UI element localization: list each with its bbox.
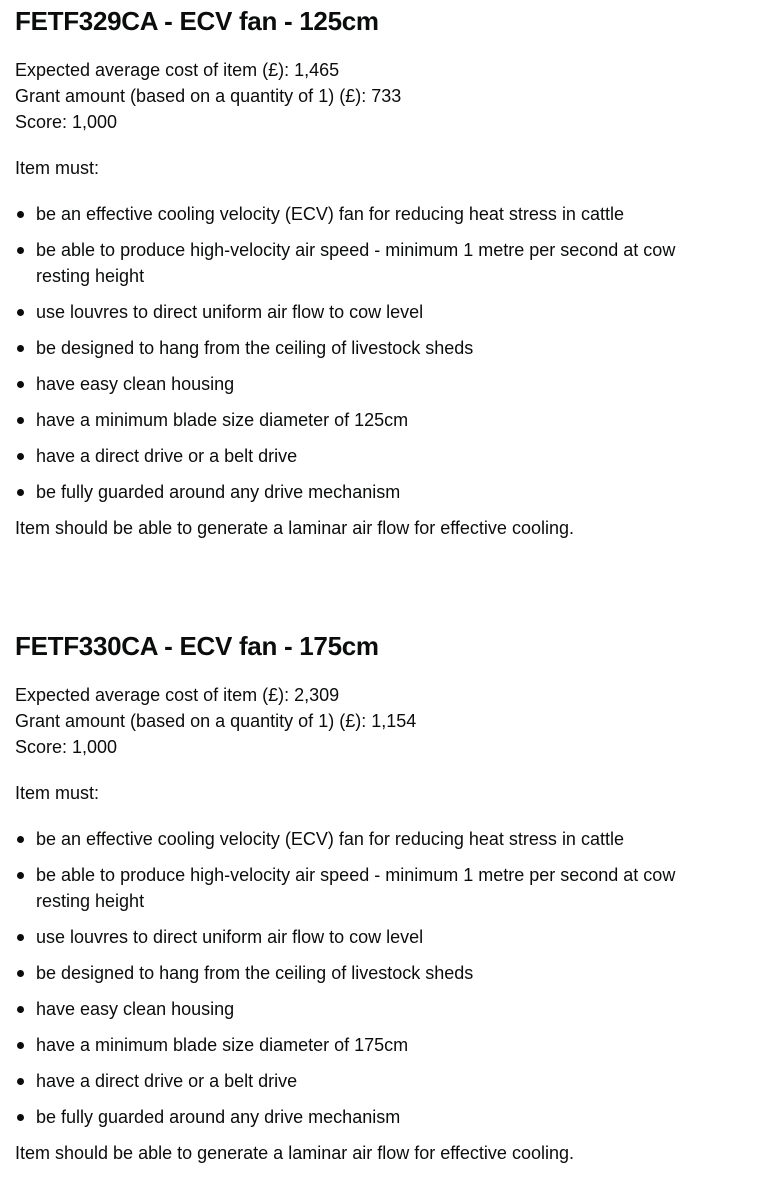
- score: Score: 1,000: [15, 737, 118, 757]
- bullet-icon: [17, 453, 24, 460]
- score: Score: 1,000: [15, 112, 118, 132]
- requirement-text: be an effective cooling velocity (ECV) fan for reducing heat stress in cattle: [36, 204, 624, 224]
- list-item: [15, 924, 726, 950]
- item-note: Item should be able to generate a laminar air flow for effective cooling.: [15, 1143, 574, 1163]
- bullet-icon: [17, 836, 24, 843]
- bullet-icon: [17, 309, 24, 316]
- requirement-text: be able to produce high-velocity air speed - minimum 1 metre per second at cow resting height: [36, 865, 676, 911]
- bullet-icon: [17, 417, 24, 424]
- item-title: FETF330CA - ECV fan - 175cm: [15, 631, 379, 661]
- requirement-text: have easy clean housing: [36, 999, 235, 1019]
- bullet-icon: [17, 970, 24, 977]
- requirement-text: be able to produce high-velocity air speed - minimum 1 metre per second at cow resting height: [36, 240, 676, 286]
- list-item: [15, 299, 726, 325]
- list-item: [15, 996, 726, 1022]
- requirement-text: have a minimum blade size diameter of 125cm: [36, 410, 409, 430]
- requirement-text: be designed to hang from the ceiling of livestock sheds: [36, 338, 474, 358]
- bullet-icon: [17, 211, 24, 218]
- requirement-text: be an effective cooling velocity (ECV) fan for reducing heat stress in cattle: [36, 829, 624, 849]
- bullet-icon: [17, 872, 24, 879]
- expected-cost: Expected average cost of item (£): 1,465: [15, 60, 340, 80]
- bullet-icon: [17, 1006, 24, 1013]
- bullet-icon: [17, 345, 24, 352]
- item-section-fetf329ca: [15, 4, 755, 541]
- bullet-icon: [17, 247, 24, 254]
- requirement-text: be fully guarded around any drive mechanism: [36, 482, 401, 502]
- bullet-icon: [17, 1114, 24, 1121]
- requirement-text: have a minimum blade size diameter of 175cm: [36, 1035, 409, 1055]
- list-item: [15, 479, 726, 505]
- requirement-text: have easy clean housing: [36, 374, 235, 394]
- requirements-lead: Item must:: [15, 158, 100, 178]
- list-item: [15, 1104, 726, 1130]
- item-note: Item should be able to generate a laminar air flow for effective cooling.: [15, 518, 574, 538]
- list-item: [15, 862, 726, 914]
- list-item: [15, 201, 726, 227]
- requirements-list: [15, 201, 755, 505]
- list-item: [15, 826, 726, 852]
- list-item: [15, 1032, 726, 1058]
- bullet-icon: [17, 934, 24, 941]
- requirement-text: have a direct drive or a belt drive: [36, 1071, 298, 1091]
- requirement-text: use louvres to direct uniform air flow to cow level: [36, 302, 424, 322]
- item-title: FETF329CA - ECV fan - 125cm: [15, 6, 379, 36]
- bullet-icon: [17, 1078, 24, 1085]
- bullet-icon: [17, 381, 24, 388]
- requirements-lead: Item must:: [15, 783, 100, 803]
- item-meta: [15, 682, 755, 760]
- list-item: [15, 960, 726, 986]
- list-item: [15, 335, 726, 361]
- list-item: [15, 443, 726, 469]
- requirement-text: be fully guarded around any drive mechanism: [36, 1107, 401, 1127]
- grant-amount: Grant amount (based on a quantity of 1) (£): 733: [15, 86, 402, 106]
- requirement-text: use louvres to direct uniform air flow to cow level: [36, 927, 424, 947]
- requirement-text: have a direct drive or a belt drive: [36, 446, 298, 466]
- bullet-icon: [17, 489, 24, 496]
- expected-cost: Expected average cost of item (£): 2,309: [15, 685, 340, 705]
- requirement-text: be designed to hang from the ceiling of livestock sheds: [36, 963, 474, 983]
- bullet-icon: [17, 1042, 24, 1049]
- item-section-fetf330ca: [15, 629, 755, 1166]
- item-meta: [15, 57, 755, 135]
- list-item: [15, 1068, 726, 1094]
- grant-amount: Grant amount (based on a quantity of 1) (£): 1,154: [15, 711, 417, 731]
- list-item: [15, 237, 726, 289]
- list-item: [15, 371, 726, 397]
- requirements-list: [15, 826, 755, 1130]
- list-item: [15, 407, 726, 433]
